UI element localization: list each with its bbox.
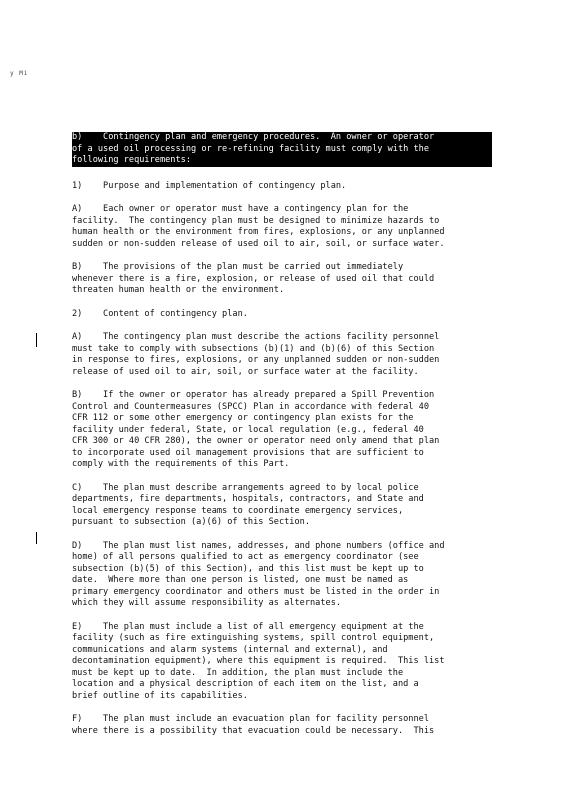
paragraph-line: which they will assume responsibility as alternates. (72, 598, 342, 608)
paragraph-line: must take to comply with subsections (b)(1) and (b)(6) of this Section (72, 343, 435, 354)
paragraph-line: communications and alarm systems (internal and external), and (72, 644, 388, 655)
paragraph-p3 (72, 262, 492, 297)
heading-line: b) Contingency plan and emergency procedures. An owner or operator (72, 132, 435, 142)
paragraph-line: F) The plan must include an evacuation plan for facility personnel (72, 714, 429, 724)
paragraph-line: CFR 112 or some other emergency or contingency plan exists for the (72, 413, 414, 423)
paragraph-p7 (72, 483, 492, 529)
paragraph-p8 (72, 541, 492, 610)
paragraph-line: A) Each owner or operator must have a contingency plan for the (72, 204, 409, 214)
paragraph-p6 (72, 390, 492, 471)
paragraph-line: sudden or non-sudden release of used oil to air, soil, or surface water. (72, 238, 445, 249)
paragraph-line: threaten human health or the environment. (72, 285, 285, 295)
paragraphs (72, 181, 492, 738)
paragraph-p10 (72, 714, 492, 737)
paragraph-line: facility under federal, State, or local regulation (e.g., federal 40 (72, 424, 424, 435)
paragraph-line: in response to fires, explosions, or any unplanned sudden or non-sudden (72, 355, 440, 365)
paragraph-line: pursuant to subsection (a)(6) of this Section. (72, 517, 310, 527)
paragraph-line: facility (such as fire extinguishing systems, spill control equipment, (72, 633, 435, 643)
paragraph-line: whenever there is a fire, explosion, or release of used oil that could (72, 273, 435, 284)
paragraph-line: facility. The contingency plan must be designed to minimize hazards to (72, 215, 440, 226)
paragraph-line: D) The plan must list names, addresses, and phone numbers (office and (72, 540, 445, 551)
paragraph-line: home) of all persons qualified to act as emergency coordinator (see (72, 552, 419, 562)
paragraph-line: local emergency response teams to coordinate emergency services, (72, 505, 404, 516)
paragraph-line: Control and Countermeasures (SPCC) Plan in accordance with federal 40 (72, 401, 429, 412)
paragraph-line: must be kept up to date. In addition, the plan must include the (72, 667, 404, 678)
paragraph-line: date. Where more than one person is listed, one must be named as (72, 575, 409, 585)
paragraph-line: CFR 300 or 40 CFR 280), the owner or operator need only amend that plan (72, 436, 440, 446)
heading-line: of a used oil processing or re-refining facility must comply with the (72, 143, 429, 154)
paragraph-line: where there is a possibility that evacuation could be necessary. This (72, 725, 435, 736)
heading-line: following requirements: (72, 155, 191, 165)
paragraph-line: to incorporate used oil management provisions that are sufficient to (72, 447, 424, 458)
paragraph-line: primary emergency coordinator and others must be listed in the order in (72, 586, 440, 597)
paragraph-p1 (72, 181, 492, 193)
paragraph-line: 2) Content of contingency plan. (72, 308, 248, 319)
paragraph-p5 (72, 332, 492, 378)
paragraph-line: E) The plan must include a list of all emergency equipment at the (72, 621, 424, 632)
paragraph-p2 (72, 204, 492, 250)
revision-bar (36, 532, 37, 544)
section-heading (72, 132, 492, 167)
paragraph-line: B) If the owner or operator has already prepared a Spill Prevention (72, 390, 435, 400)
paragraph-line: brief outline of its capabilities. (72, 690, 248, 701)
paragraph-line: release of used oil to air, soil, or surface water at the facility. (72, 366, 419, 377)
paragraph-line: location and a physical description of each item on the list, and a (72, 679, 419, 689)
header-mark: y Mi (10, 70, 29, 77)
paragraph-line: comply with the requirements of this Part. (72, 459, 290, 469)
paragraph-line: departments, fire departments, hospitals, contractors, and State and (72, 494, 424, 504)
paragraph-line: human health or the environment from fires, explosions, or any unplanned (72, 227, 445, 237)
paragraph-line: A) The contingency plan must describe the actions facility personnel (72, 332, 440, 342)
paragraph-line: subsection (b)(5) of this Section), and this list must be kept up to (72, 563, 424, 574)
paragraph-line: B) The provisions of the plan must be carried out immediately (72, 262, 404, 272)
revision-bar (36, 333, 37, 347)
paragraph-line: 1) Purpose and implementation of contingency plan. (72, 180, 347, 191)
paragraph-line: C) The plan must describe arrangements agreed to by local police (72, 482, 419, 493)
paragraph-p4 (72, 309, 492, 321)
paragraph-line: decontamination equipment), where this equipment is required. This list (72, 656, 445, 666)
document-body (72, 132, 492, 737)
paragraph-p9 (72, 622, 492, 703)
